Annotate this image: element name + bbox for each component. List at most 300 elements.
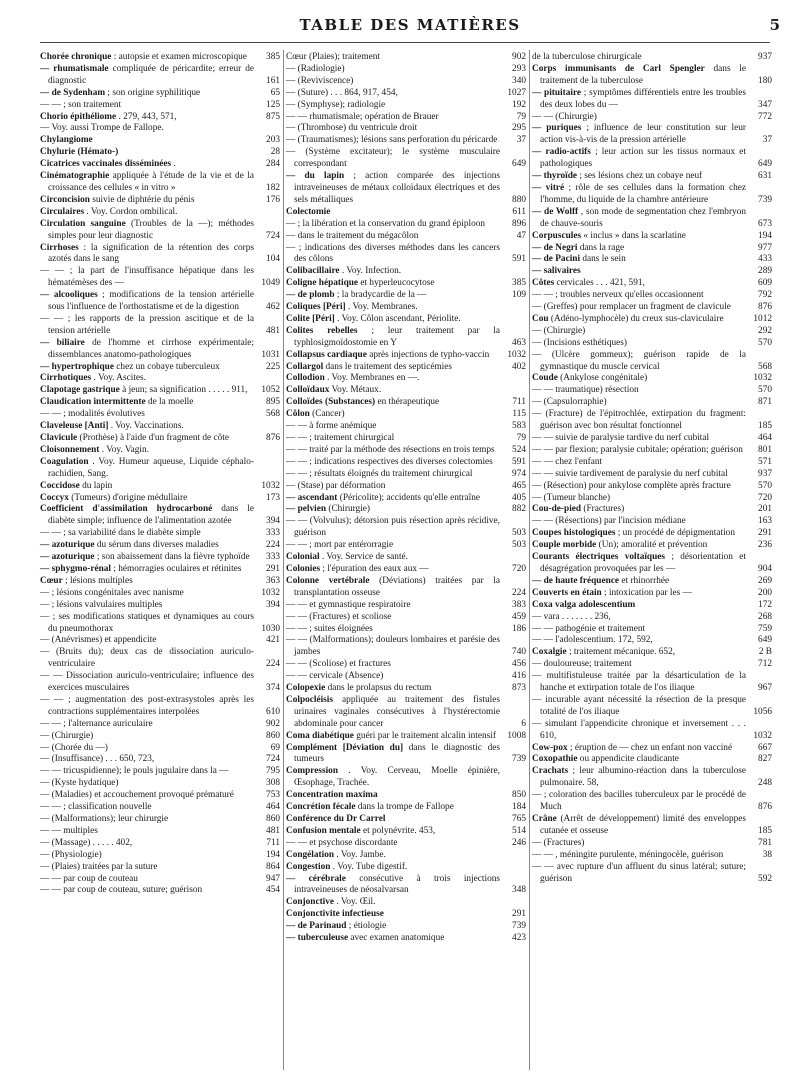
index-entry (286, 909, 526, 921)
entry-page-number: 503 (512, 528, 526, 539)
entry-term: Collapsus cardiaque (286, 349, 367, 360)
entry-page-number: 125 (266, 99, 280, 110)
entry-text: — (Massage) . . . . . 402, (40, 837, 133, 848)
entry-text: — — ; sa variabilité dans le diabète simple (40, 528, 201, 539)
index-entry (532, 850, 772, 862)
header-rule (40, 42, 770, 43)
entry-term: Conférence du Dr Carrel (286, 814, 386, 824)
entry-page-number: 876 (266, 433, 280, 443)
index-entry (40, 695, 280, 719)
entry-text: dans le sein (582, 254, 626, 265)
entry-term: — azoturique (40, 552, 95, 563)
entry-text: — — ; suites éloignées (286, 623, 373, 634)
entry-text: dans le diagnostic des tumeurs (294, 742, 500, 765)
index-entry (532, 457, 772, 469)
entry-text: — (Traumatismes); lésions sans perforation du péricarde (286, 135, 498, 146)
index-entry (40, 552, 280, 564)
entry-page-number: 347 (758, 99, 772, 110)
entry-page-number: 712 (758, 659, 772, 670)
entry-term: Collodion (286, 373, 325, 384)
entry-page-number: 172 (758, 599, 772, 610)
entry-text: ; influence de leur constitution sur leur action vis-à-vis de la pression artérielle (540, 123, 747, 146)
index-entry (286, 933, 526, 945)
index-entry (286, 290, 526, 302)
index-entry (286, 88, 526, 100)
entry-page-number: 876 (758, 802, 772, 813)
entry-page-number: 882 (512, 504, 526, 515)
entry-term: Conjonctive (286, 897, 335, 908)
entry-text: — ; lésions congénitales avec nanisme (40, 587, 184, 598)
index-entry (40, 385, 280, 397)
entry-term: Côlon (286, 409, 310, 420)
entry-text: — (Physiologie) (40, 849, 102, 860)
entry-term: Coliques [Péri] (286, 302, 346, 313)
entry-page-number: 765 (512, 814, 526, 824)
entry-page-number: 194 (758, 230, 772, 241)
entry-term: Collargol (286, 361, 324, 372)
entry-text: . Voy. Vaccinations. (110, 421, 184, 432)
entry-page-number: 873 (512, 683, 526, 694)
index-entry (40, 719, 280, 731)
entry-term: Crâne (532, 814, 557, 824)
index-entry (286, 112, 526, 124)
index-entry (532, 612, 772, 624)
entry-term: — rhumatismale (40, 63, 109, 74)
index-entry (532, 445, 772, 457)
entry-text: — (Capsulorraphie) (532, 397, 607, 408)
entry-term: Congestion (286, 861, 331, 872)
entry-term: — pituitaire (532, 87, 582, 98)
entry-text: — (Stase) par déformation (286, 480, 386, 491)
index-entry (286, 695, 526, 731)
entry-term: — puriques (532, 123, 582, 134)
entry-text: — (Suture) . . . 864, 917, 454, (286, 87, 398, 98)
entry-term: Chorio épithéliome (40, 111, 117, 122)
entry-text: Cœur (Plaies); traitement (286, 52, 380, 62)
entry-page-number: 649 (758, 159, 772, 170)
index-entry (532, 254, 772, 266)
entry-page-number: 463 (512, 337, 526, 348)
entry-page-number: 394 (266, 516, 280, 527)
entry-text: — — (Malformations); douleurs lombaires et parésie des jambes (286, 635, 500, 658)
entry-page-number: 402 (512, 361, 526, 372)
entry-page-number: 724 (266, 754, 280, 765)
entry-page-number: 570 (758, 385, 772, 396)
entry-text: (Péricolite); accidents qu'elle entraîne (339, 492, 481, 503)
entry-page-number: 109 (512, 290, 526, 301)
entry-text: appliquée à l'étude de la vie et de la croissance des cellules « in vitro » (48, 171, 254, 193)
entry-text: — — ; son traitement (40, 99, 122, 110)
entry-text: en thérapeutique (377, 397, 440, 408)
entry-text: ; symptômes différentiels entre les troubles des deux lobes du — (540, 87, 746, 110)
entry-page-number: 739 (512, 921, 526, 932)
index-entry (532, 278, 772, 290)
index-entry (532, 647, 772, 659)
index-entry (40, 576, 280, 588)
index-entry (40, 123, 280, 135)
entry-page-number: 711 (512, 397, 526, 408)
entry-text: — — rhumatismale; opération de Brauer (286, 111, 439, 122)
entry-text: — (Ulcère gommeux); guérison rapide de la gymnastique du muscle cervical (532, 349, 746, 372)
entry-page-number: 465 (512, 480, 526, 491)
entry-text: à jeun; sa signification . . . . . 911, (122, 385, 248, 396)
entry-page-number: 185 (758, 825, 772, 836)
entry-term: Chylangiome (40, 135, 93, 146)
entry-text: — — traité par la méthode des résections en trois temps (286, 444, 495, 455)
entry-term: — radio-actifs (532, 147, 591, 158)
index-entry (40, 766, 280, 778)
index-entry (286, 504, 526, 516)
entry-text: — — à forme anémique (286, 421, 377, 432)
index-entry (40, 647, 280, 671)
entry-page-number: 759 (758, 623, 772, 634)
entry-text: ; leur albumino-réaction dans la tuberculose pulmonaire. 58, (540, 766, 746, 789)
entry-page-number: 649 (758, 635, 772, 646)
index-entry (40, 314, 280, 338)
entry-page-number: 503 (512, 540, 526, 551)
index-entry (532, 112, 772, 124)
entry-page-number: 860 (266, 814, 280, 824)
entry-term: Côtes (532, 278, 555, 289)
entry-page-number: 454 (266, 885, 280, 896)
index-entry (532, 528, 772, 540)
entry-text: — ; coloration des bacilles tuberculeux par le procédé de Much (532, 790, 746, 813)
entry-term: — pelvien (286, 504, 327, 515)
entry-text: — — et gymnastique respiratoire (286, 599, 411, 610)
entry-text: . Voy. Humeur aqueuse, Liquide céphalo-rachidien, Sang. (48, 456, 254, 479)
entry-term: — sphygmo-rénal (40, 563, 112, 574)
index-entry (40, 362, 280, 374)
index-entry (40, 100, 280, 112)
entry-text: consécutive à trois injections intraveineuses de néosalvarsan (294, 873, 500, 896)
entry-page-number: 248 (758, 778, 772, 789)
entry-page-number: 284 (266, 159, 280, 170)
index-entry (532, 493, 772, 505)
entry-page-number: 739 (512, 754, 526, 765)
entry-text: — douloureuse; traitement (532, 659, 632, 670)
entry-text: dans le prolapsus du rectum (327, 683, 432, 694)
entry-page-number: 1032 (507, 349, 526, 360)
index-entry (532, 743, 772, 755)
entry-term: Corps immunisants de Carl Spengler (532, 63, 705, 74)
entry-page-number: 268 (758, 611, 772, 622)
entry-term: — salivaires (532, 266, 581, 277)
entry-text: . Voy. Tube digestif. (332, 861, 408, 872)
entry-text: ou appendicite claudicante (579, 754, 679, 765)
index-entry (286, 540, 526, 552)
entry-page-number: 591 (512, 456, 526, 467)
index-entry (286, 624, 526, 636)
entry-text: — (Anévrismes) et appendicite (40, 635, 157, 646)
entry-page-number: 291 (266, 563, 280, 574)
entry-text: guéri par le traitement alcalin intensif (356, 730, 496, 741)
entry-term: — de Sydenham (40, 87, 106, 98)
index-entry (286, 921, 526, 933)
entry-term: Chorée chronique (40, 52, 112, 62)
index-entry (286, 231, 526, 243)
entry-page-number: 456 (512, 659, 526, 670)
index-entry (286, 731, 526, 743)
entry-text: — — multiples (40, 825, 98, 836)
entry-page-number: 176 (266, 194, 280, 205)
index-entry (40, 814, 280, 826)
entry-page-number: 711 (266, 837, 280, 848)
entry-term: Coxalgie (532, 647, 567, 658)
entry-page-number: 224 (266, 659, 280, 670)
entry-text: ; traitement mécanique. 652, (568, 647, 676, 658)
entry-term: Coupes histologiques (532, 528, 616, 539)
index-entry (286, 826, 526, 838)
index-entry (532, 52, 772, 64)
entry-page-number: 37 (516, 135, 526, 146)
index-entry (286, 874, 526, 898)
entry-text: — (Reviviscence) (286, 75, 354, 86)
entry-text: — — (Fractures) et scoliose (286, 611, 392, 622)
index-entry (40, 207, 280, 219)
entry-text: — — chez l'enfant (532, 456, 603, 467)
entry-text: — vara . . . . . . . 236, (532, 611, 611, 622)
entry-page-number: 433 (758, 254, 772, 265)
entry-text: suivie de diphtérie du pénis (92, 194, 195, 205)
entry-term: Colite [Péri] (286, 313, 335, 324)
index-entry (532, 624, 772, 636)
entry-page-number: 860 (266, 730, 280, 741)
index-entry (532, 409, 772, 433)
entry-term: Cinématographie (40, 171, 110, 182)
entry-text: (Fractures) (583, 504, 625, 515)
entry-text: — Voy. aussi Trompe de Fallope. (40, 123, 164, 134)
index-entry (40, 457, 280, 481)
entry-text: — ; ses modifications statiques et dynamiques au cours du pneumothorax (40, 611, 254, 634)
entry-term: — de plomb (286, 290, 335, 301)
entry-page-number: 173 (266, 492, 280, 503)
entry-term: Colonies (286, 563, 321, 574)
entry-page-number: 937 (758, 468, 772, 479)
entry-text: ; éruption de — chez un enfant non vacciné (569, 742, 733, 753)
entry-text: — — ; résultats éloignés du traitement chirurgical (286, 468, 473, 479)
index-entry (40, 743, 280, 755)
index-entry (286, 385, 526, 397)
index-entry (286, 373, 526, 385)
entry-text: (Prothèse) à l'aide d'un fragment de côte (79, 433, 229, 443)
entry-term: Colloïdaux (286, 385, 330, 396)
entry-text: — — suivie tardivement de paralysie du nerf cubital (532, 468, 728, 479)
entry-term: Couple morbide (532, 540, 597, 551)
index-entry (532, 243, 772, 255)
index-entry (40, 588, 280, 600)
entry-page-number: 333 (266, 528, 280, 539)
index-entry (532, 814, 772, 838)
entry-text: — ; indications des diverses méthodes dans les cancers des côlons (286, 242, 500, 265)
entry-page-number: 850 (512, 790, 526, 801)
index-entry (532, 862, 772, 886)
index-entry (40, 600, 280, 612)
entry-page-number: 974 (512, 468, 526, 479)
entry-page-number: 421 (266, 635, 280, 646)
index-entry (532, 790, 772, 814)
entry-page-number: 568 (758, 361, 772, 372)
entry-text: ; lésions multiples (65, 575, 133, 586)
entry-page-number: 568 (266, 409, 280, 420)
entry-page-number: 1027 (507, 87, 526, 98)
entry-text: — — ; indications respectives des diverses colectomies (286, 456, 493, 467)
entry-page-number: 192 (512, 99, 526, 110)
entry-page-number: 459 (512, 611, 526, 622)
entry-page-number: 462 (266, 302, 280, 313)
entry-term: Colibacillaire (286, 266, 340, 277)
entry-text: . Voy. Service de santé. (321, 552, 408, 563)
entry-term: Concrétion fécale (286, 802, 356, 813)
entry-text: — — et psychose discordante (286, 837, 398, 848)
entry-text: — (Bruits du); deux cas de dissociation auriculo-ventriculaire (40, 647, 254, 670)
index-entry (286, 481, 526, 493)
entry-text: du sérum dans diverses maladies (96, 540, 219, 551)
entry-term: Claudication intermittente (40, 397, 146, 408)
entry-page-number: 896 (512, 218, 526, 229)
entry-page-number: 739 (758, 194, 772, 205)
entry-page-number: 333 (266, 552, 280, 563)
index-entry (40, 135, 280, 147)
entry-page-number: 464 (758, 433, 772, 443)
entry-text: (Tumeurs) d'origine médullaire (71, 492, 188, 503)
entry-page-number: 611 (512, 206, 526, 217)
entry-text: — (Malformations); leur chirurgie (40, 814, 169, 824)
index-entry (532, 504, 772, 516)
index-entry (286, 612, 526, 624)
entry-page-number: 772 (758, 111, 772, 122)
index-entry (40, 778, 280, 790)
entry-page-number: 423 (512, 933, 526, 944)
entry-text: — — l'adolescentium. 172, 592, (532, 635, 653, 646)
entry-page-number: 269 (758, 575, 772, 586)
entry-text: — — pathogénie et traitement (532, 623, 646, 634)
entry-page-number: 293 (512, 63, 526, 74)
entry-page-number: 514 (512, 825, 526, 836)
entry-text: — — ; classification nouvelle (40, 802, 152, 813)
index-entry (286, 516, 526, 540)
index-entry (40, 885, 280, 897)
entry-page-number: 385 (512, 278, 526, 289)
index-entry (532, 385, 772, 397)
entry-text: — (Thrombose) du ventricule droit (286, 123, 418, 134)
entry-term: — tuberculeuse (286, 933, 349, 944)
index-entry (286, 171, 526, 207)
entry-text: : la signification de la rétention des corps azotés dans le sang (48, 242, 254, 265)
entry-text: . (173, 159, 176, 170)
entry-text: — (Tumeur blanche) (532, 492, 611, 503)
entry-text: — incurable ayant nécessité la résection de la presque totalité de l'os iliaque (532, 694, 746, 717)
entry-term: Cicatrices vaccinales disséminées (40, 159, 172, 170)
entry-text: — — (Résections) par l'incision médiane (532, 516, 686, 527)
entry-page-number: 481 (266, 325, 280, 336)
entry-text: — — suivie de paralysie tardive du nerf cubital (532, 433, 710, 443)
entry-page-number: 895 (266, 397, 280, 408)
index-entry (40, 159, 280, 171)
entry-term: — de Pacini (532, 254, 581, 265)
index-entry (286, 302, 526, 314)
entry-page-number: 592 (758, 873, 772, 884)
entry-text: et rhinorrhée (621, 575, 670, 586)
index-column-2 (286, 52, 526, 1072)
entry-text: et polynévrite. 453, (362, 825, 436, 836)
index-entry (40, 266, 280, 290)
entry-term: Coxa valga adolescentium (532, 599, 636, 610)
entry-page-number: 374 (266, 683, 280, 694)
entry-text: — — ; mort par entérorragie (286, 540, 394, 551)
index-entry (286, 219, 526, 231)
entry-page-number: 1031 (261, 349, 280, 360)
entry-page-number: 348 (512, 885, 526, 896)
entry-term: Colonne vertébrale (286, 575, 370, 586)
entry-page-number: 394 (266, 599, 280, 610)
index-entry (532, 719, 772, 743)
entry-text: — (Chirurgie) (40, 730, 94, 741)
entry-page-number: 161 (266, 75, 280, 86)
entry-page-number: 308 (266, 778, 280, 789)
entry-term: — de Wolff (532, 206, 579, 217)
entry-text: — — tricuspidienne); le pouls jugulaire dans la — (40, 766, 229, 777)
entry-page-number: 610 (266, 706, 280, 717)
entry-text: — — (Chirurgie) (532, 111, 597, 122)
entry-text: dans la trompe de Fallope (357, 802, 454, 813)
entry-page-number: 1030 (261, 623, 280, 634)
entry-text: — multifistuleuse traitée par la désarticulation de la hanche et extirpation totale de l'os iliaque (532, 671, 746, 694)
entry-term: — de haute fréquence (532, 575, 620, 586)
entry-term: Colonial (286, 552, 320, 563)
index-entry (40, 528, 280, 540)
entry-page-number: 571 (758, 456, 772, 467)
entry-term: — de Negri (532, 242, 578, 253)
index-entry (40, 290, 280, 314)
entry-text: de la tuberculose chirurgicale (532, 52, 642, 62)
index-entry (40, 754, 280, 766)
index-entry (286, 76, 526, 88)
entry-page-number: 28 (270, 147, 280, 158)
entry-page-number: 292 (758, 325, 772, 336)
entry-text: : autopsie et examen microscopique (113, 52, 247, 62)
page-header (40, 16, 780, 40)
entry-page-number: 967 (758, 683, 772, 694)
index-entry (40, 409, 280, 421)
entry-text: de la moelle (147, 397, 194, 408)
entry-page-number: 38 (762, 849, 772, 860)
entry-text: chez un cobaye tuberculeux (116, 361, 220, 372)
entry-text: après injections de typho-vaccin (369, 349, 490, 360)
index-entry (532, 302, 772, 314)
entry-text: . Voy. Jambe. (336, 849, 386, 860)
entry-term: Conjonctivite infectieuse (286, 909, 384, 920)
entry-term: Cou (532, 313, 549, 324)
entry-term: Colpocléisis (286, 694, 334, 705)
index-entry (286, 576, 526, 600)
index-entry (40, 493, 280, 505)
entry-page-number: 871 (758, 397, 772, 408)
entry-text: — — par coup de couteau (40, 873, 138, 884)
index-entry (40, 112, 280, 124)
index-entry (286, 147, 526, 171)
entry-text: ; la bradycardie de la — (336, 290, 427, 301)
entry-page-number: 781 (758, 837, 772, 848)
index-columns (40, 52, 770, 1072)
entry-page-number: 667 (758, 742, 772, 753)
entry-text: (Un); amoralité et prévention (598, 540, 708, 551)
entry-term: Courants électriques voltaïques (532, 552, 666, 563)
index-entry (286, 564, 526, 576)
index-entry (532, 671, 772, 695)
entry-text: — (Chorée du —) (40, 742, 108, 753)
index-entry (40, 481, 280, 493)
index-entry (286, 135, 526, 147)
